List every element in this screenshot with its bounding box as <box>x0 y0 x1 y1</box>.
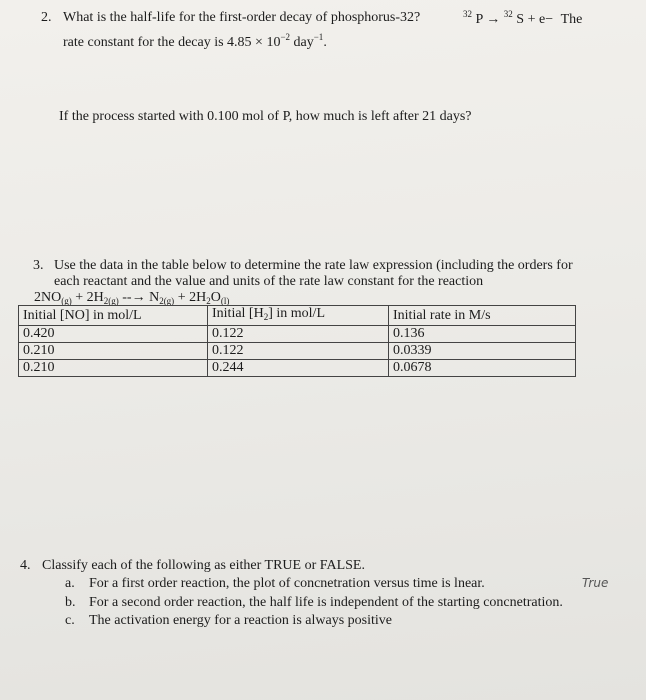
header-rate: Initial rate in M/s <box>389 306 576 326</box>
cell-h2: 0.122 <box>208 326 389 343</box>
header-h2-part1: Initial [H <box>212 306 264 321</box>
electron-term: + e− <box>527 12 554 27</box>
rate-constant-prefix: rate constant for the decay is 4.85 × 10 <box>63 35 281 50</box>
header-h2-part2: ] in mol/L <box>268 306 325 321</box>
s-mass-number: 32 <box>503 9 513 19</box>
the-word: The <box>560 12 583 27</box>
q2-followup: If the process started with 0.100 mol of P, how much is left after 21 days? <box>59 109 472 124</box>
cell-rate: 0.136 <box>389 326 576 343</box>
q2-reaction <box>463 6 582 28</box>
q3-number: 3. <box>33 258 44 273</box>
q4-item-a-text: For a first order reaction, the plot of concnetration versus time is lnear. <box>89 576 485 591</box>
q2-text-line2 <box>63 29 327 51</box>
cell-rate: 0.0339 <box>389 343 576 360</box>
q4-number: 4. <box>20 558 31 573</box>
q4-item-b-text: For a second order reaction, the half life is independent of the starting concnetration. <box>89 595 563 610</box>
table-header-row <box>19 306 576 326</box>
table-row <box>19 326 576 343</box>
eq-h2: + 2H <box>71 290 104 305</box>
p-symbol: P <box>475 12 483 27</box>
header-h2 <box>208 306 389 326</box>
cell-no: 0.210 <box>19 343 208 360</box>
eq-o: O <box>210 290 221 305</box>
rate-exponent: −2 <box>280 32 291 42</box>
table-row <box>19 343 576 360</box>
eq-no: 2NO <box>34 290 62 305</box>
rate-data-table <box>18 305 576 377</box>
cell-h2: 0.244 <box>208 360 389 377</box>
q2-number: 2. <box>41 10 52 25</box>
eq-n2-sub: 2(g) <box>159 296 175 306</box>
cell-rate: 0.0678 <box>389 360 576 377</box>
header-h2-sub: 2 <box>263 312 269 322</box>
q4-item-a-letter: a. <box>65 576 75 591</box>
unit-exponent: −1 <box>313 32 324 42</box>
q4-item-b-letter: b. <box>65 595 76 610</box>
q3-line1: Use the data in the table below to determine the rate law expression (including the orders for <box>54 258 573 273</box>
eq-h2-sub: 2(g) <box>103 296 119 306</box>
rate-unit: day <box>290 35 314 50</box>
q4-item-c-text: The activation energy for a reaction is always positive <box>89 613 392 628</box>
cell-h2: 0.122 <box>208 343 389 360</box>
q2-text-line1: What is the half-life for the first-order decay of phosphorus-32? <box>63 10 421 25</box>
header-no: Initial [NO] in mol/L <box>19 306 208 326</box>
period: . <box>323 35 327 50</box>
table-row <box>19 360 576 377</box>
eq-h2o-sub: 2 <box>206 296 211 306</box>
eq-no-state: (g) <box>61 296 72 306</box>
arrow-icon: → <box>486 12 501 27</box>
cell-no: 0.210 <box>19 360 208 377</box>
handwritten-answer: True <box>582 576 609 590</box>
p-mass-number: 32 <box>463 9 472 19</box>
q3-line2: each reactant and the value and units of the rate law constant for the reaction <box>54 274 484 289</box>
q4-title: Classify each of the following as either TRUE or FALSE. <box>42 558 365 573</box>
eq-arrow: --→ N <box>118 290 160 305</box>
eq-h2o-state: (l) <box>220 296 230 306</box>
eq-h2o: + 2H <box>174 290 207 305</box>
q4-item-c-letter: c. <box>65 613 75 628</box>
cell-no: 0.420 <box>19 326 208 343</box>
s-symbol: S <box>516 12 525 27</box>
